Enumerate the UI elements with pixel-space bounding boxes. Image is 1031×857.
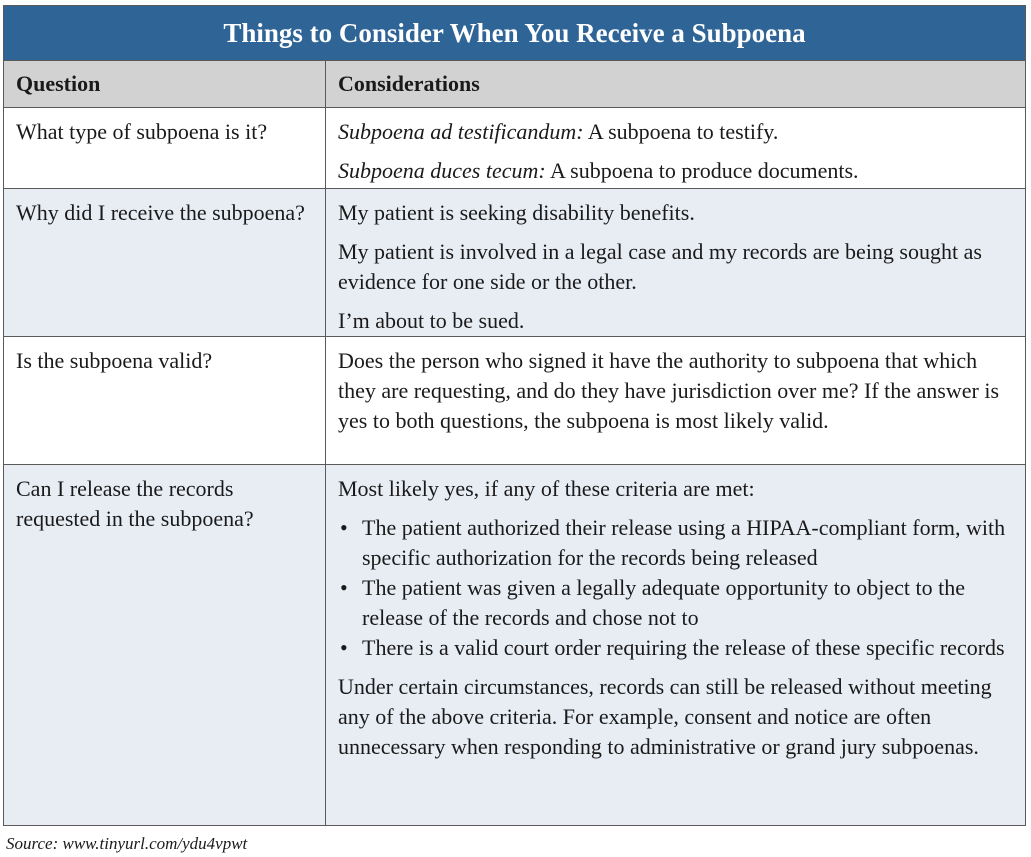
considerations-cell — [326, 465, 1025, 826]
table-title: Things to Consider When You Receive a Subpoena — [4, 6, 1025, 61]
header-question: Question — [4, 61, 326, 107]
question-cell: Is the subpoena valid? — [4, 337, 326, 464]
header-row — [4, 61, 1025, 108]
table-row — [4, 189, 1025, 337]
subpoena-table — [3, 5, 1026, 826]
criteria-list — [338, 513, 1017, 663]
list-item: • There is a valid court order requiring the release of these specific records — [338, 633, 1017, 663]
consideration-text: Subpoena ad testificandum: A subpoena to testify. — [338, 119, 779, 144]
list-item: • The patient authorized their release using a HIPAA-compliant form, with specific authorization for the records being released — [338, 513, 1017, 573]
consideration-intro: Most likely yes, if any of these criteria are met: — [338, 476, 755, 501]
table-row — [4, 108, 1025, 189]
consideration-text: My patient is seeking disability benefits. — [338, 200, 695, 225]
consideration-text: Subpoena duces tecum: A subpoena to produce documents. — [338, 158, 859, 183]
considerations-cell — [326, 108, 1025, 188]
considerations-cell — [326, 337, 1025, 464]
header-considerations: Considerations — [338, 71, 480, 96]
consideration-closing: Under certain circumstances, records can still be released without meeting any of the above criteria. For example, consent and notice are often unnecessary when responding to administrative or grand jury subpoenas. — [338, 674, 992, 759]
consideration-text: I’m about to be sued. — [338, 308, 525, 333]
question-cell: What type of subpoena is it? — [4, 108, 326, 188]
table-row — [4, 337, 1025, 465]
list-item: • The patient was given a legally adequate opportunity to object to the release of the records and chose not to — [338, 573, 1017, 633]
consideration-text: Does the person who signed it have the authority to subpoena that which they are requesting, and do they have jurisdiction over me? If the answer is yes to both questions, the subpoena is most likely valid. — [338, 348, 999, 433]
considerations-cell — [326, 189, 1025, 336]
question-cell: Why did I receive the subpoena? — [4, 189, 326, 336]
source-note: Source: www.tinyurl.com/ydu4vpwt — [6, 834, 248, 853]
consideration-text: My patient is involved in a legal case and my records are being sought as evidence for one side or the other. — [338, 239, 982, 294]
table-row — [4, 465, 1025, 826]
question-cell: Can I release the records requested in the subpoena? — [4, 465, 326, 826]
